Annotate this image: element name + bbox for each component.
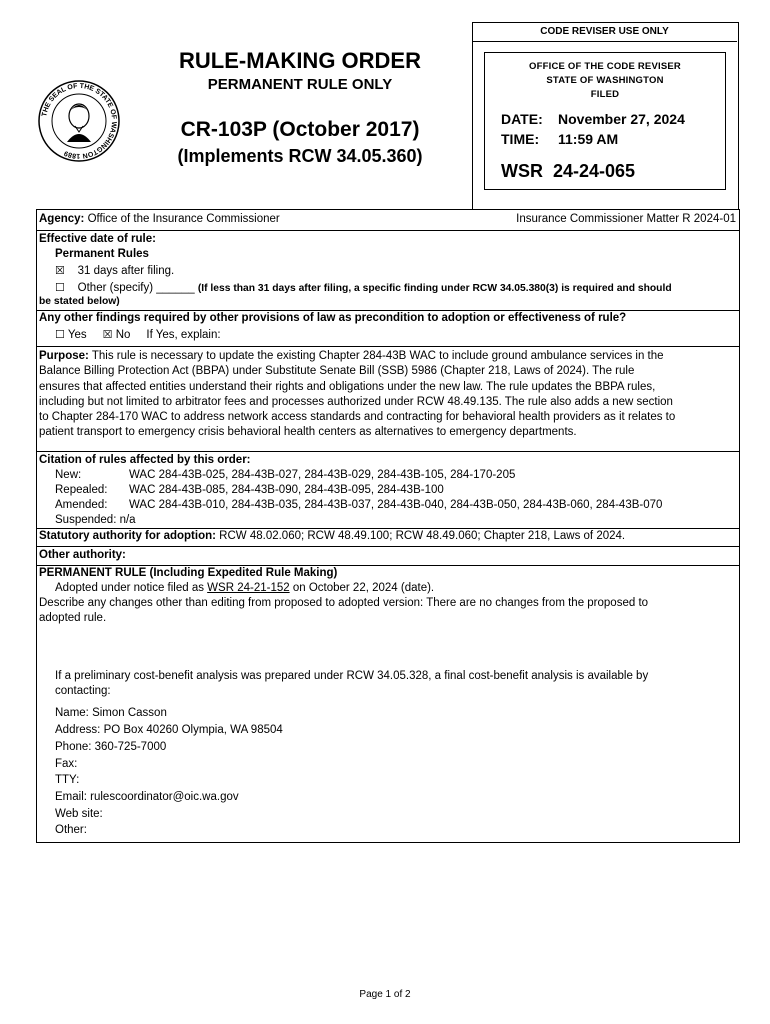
citation-suspended [55,514,136,526]
matter-number: Insurance Commissioner Matter R 2024-01 [516,213,736,225]
divider [37,346,739,347]
contact-fax: Fax: [55,758,78,770]
citation-amended-value: WAC 284-43B-010, 284-43B-035, 284-43B-037, 284-43B-040, 284-43B-050, 284-43B-060, 284-43B-070 [129,499,663,511]
implements-rcw: (Implements RCW 34.05.360) [177,146,423,166]
checkbox-31-days[interactable]: ☒ [55,265,65,277]
describe-changes-cont: adopted rule. [39,612,107,624]
filing-stamp [484,52,726,190]
contact-other: Other: [55,824,87,836]
page-title: RULE-MAKING ORDER [179,48,421,73]
citation-repealed-label: Repealed: [55,484,108,496]
describe-changes: Describe any changes other than editing from proposed to adopted version: There are no changes from the proposed to [39,597,649,609]
stamp-time [501,131,618,147]
citation-amended-label: Amended: [55,499,108,511]
divider [37,451,739,452]
stamp-filed: FILED [590,89,620,100]
cba-text-cont: contacting: [55,685,111,697]
checkbox-yes[interactable]: ☐ [55,329,65,341]
contact-address: Address: PO Box 40260 Olympia, WA 98504 [55,724,283,736]
purpose-text: This rule is necessary to update the existing Chapter 284-43B WAC to include ground ambulance services in the [91,350,664,362]
purpose-line: including but not limited to arbitrator fees and processes authorized under RCW 48.49.135. The rule also adds a new section [39,395,673,408]
stamp-office: OFFICE OF THE CODE REVISER [529,61,681,72]
purpose-label: Purpose: [39,350,89,362]
checkbox-other[interactable]: ☐ [55,282,65,294]
divider [37,310,739,311]
citation-suspended-value: n/a [119,514,136,526]
citation-new [55,469,515,481]
citation-repealed-value: WAC 284-43B-085, 284-43B-090, 284-43B-095, 284-43B-100 [129,484,444,496]
stamp-state: STATE OF WASHINGTON [546,75,664,86]
option-other-label: Other (specify) ______ [77,282,195,294]
stamp-time-value: 11:59 AM [558,131,619,147]
citation-label: Citation of rules affected by this order: [39,454,251,466]
stamp-date-value: November 27, 2024 [558,111,685,127]
stamp-date [501,111,685,127]
purpose-line [39,349,737,364]
contact-website: Web site: [55,808,103,820]
option-other-note: (If less than 31 days after filing, a specific finding under RCW 34.05.380(3) is required and should [197,283,672,294]
statutory-row [39,530,625,542]
citation-new-label: New: [55,469,82,481]
code-reviser-heading: CODE REVISER USE ONLY [472,22,737,42]
statutory-label: Statutory authority for adoption: [39,530,216,542]
checkbox-no[interactable]: ☒ [102,329,113,341]
citation-repealed [55,484,444,496]
purpose-line: to Chapter 284-170 WAC to address network access standards and contracting for behavioral health providers as it relates to [39,411,676,424]
permanent-rule-label: PERMANENT RULE (Including Expedited Rule Making) [39,567,338,579]
divider [37,565,739,566]
stamp-time-label: TIME: [501,131,540,147]
divider [37,528,739,529]
citation-new-value: WAC 284-43B-025, 284-43B-027, 284-43B-029, 284-43B-105, 284-170-205 [129,469,516,481]
purpose-line: patient transport to emergency crisis behavioral health centers as alternatives to emergency departments. [39,426,577,439]
option-31-days [55,264,174,277]
purpose-section [39,349,737,441]
cba-text: If a preliminary cost-benefit analysis was prepared under RCW 34.05.328, a final cost-benefit analysis is available by [55,670,649,682]
adopted-suffix: on October 22, 2024 (date). [292,582,435,594]
other-authority-label: Other authority: [39,549,126,561]
citation-suspended-label: Suspended: [55,514,117,526]
state-seal-icon [38,80,120,162]
findings-options [55,328,221,341]
permanent-rules-label: Permanent Rules [55,248,149,260]
effective-date-label: Effective date of rule: [39,233,156,245]
statutory-value: RCW 48.02.060; RCW 48.49.100; RCW 48.49.060; Chapter 218, Laws of 2024. [219,530,626,542]
divider [37,546,739,547]
stamp-date-label: DATE: [501,111,543,127]
adopted-notice [55,582,434,594]
option-other [55,281,672,294]
adopted-prefix: Adopted under notice filed as [55,582,204,594]
agency-value: Office of the Insurance Commissioner [87,213,280,225]
contact-phone: Phone: 360-725-7000 [55,741,167,753]
purpose-line: Balance Billing Protection Act (BBPA) under Substitute Senate Bill (SSB) 5986 (Chapter 218, Laws of 2024). The rule [39,365,635,378]
adopted-wsr-link[interactable]: WSR 24-21-152 [207,582,290,594]
contact-tty: TTY: [55,774,80,786]
contact-email: Email: rulescoordinator@oic.wa.gov [55,791,239,803]
stamp-wsr-number: WSR 24-24-065 [501,161,636,181]
option-other-note-cont: be stated below) [39,296,120,307]
agency-label: Agency: [39,213,85,225]
agency-row [39,213,280,225]
form-id: CR-103P (October 2017) [180,118,420,141]
option-yes-label: Yes [67,329,87,341]
option-31-days-label: 31 days after filing. [77,265,175,277]
purpose-line: ensures that affected entities understand their rights and obligations under the new law. The rule updates the BBPA rules, [39,380,656,393]
page-subtitle: PERMANENT RULE ONLY [207,76,393,93]
divider [37,230,739,231]
citation-amended [55,499,662,511]
contact-name: Name: Simon Casson [55,707,167,719]
page-number: Page 1 of 2 [359,989,411,1000]
findings-label: Any other findings required by other provisions of law as precondition to adoption or effectiveness of rule? [39,312,627,324]
findings-explain: If Yes, explain: [146,329,221,341]
option-no-label: No [115,329,131,341]
seal-text: THE SEAL OF THE STATE OF WASHINGTON 1889 [41,82,118,160]
rule-making-form [36,209,740,843]
